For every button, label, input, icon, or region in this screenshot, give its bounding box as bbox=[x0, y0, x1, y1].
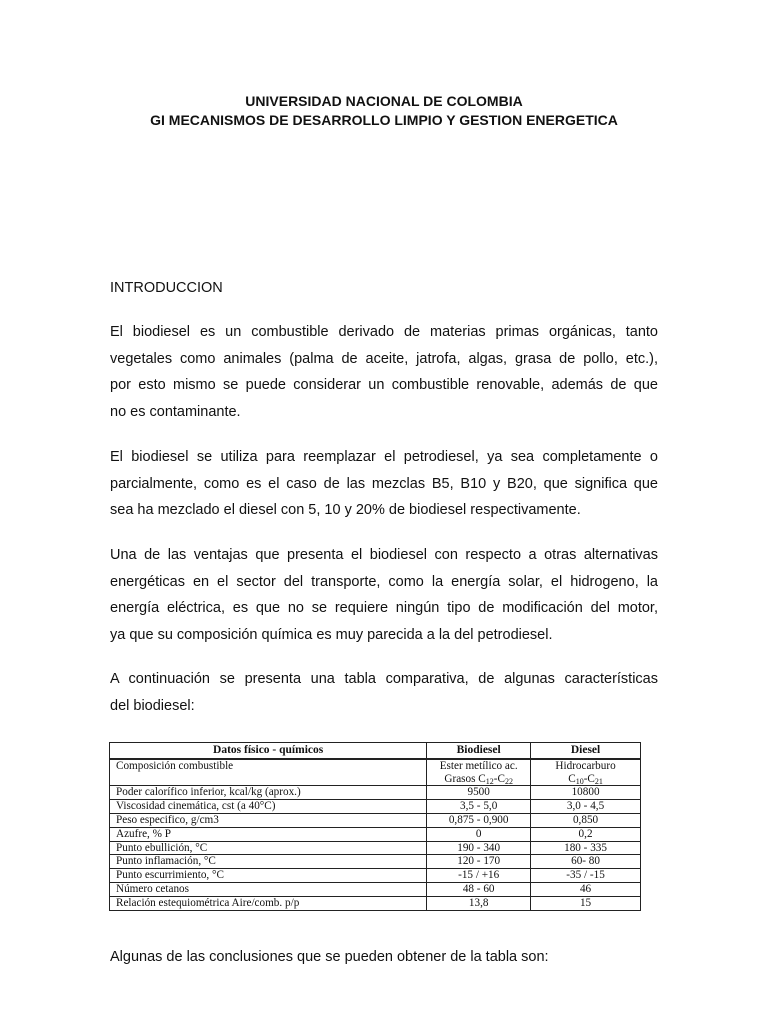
table-row bbox=[110, 813, 641, 827]
formula-text: -C bbox=[493, 772, 505, 785]
formula-text: -C bbox=[583, 772, 595, 785]
row-label: Punto ebullición, °C bbox=[110, 841, 427, 855]
text-line: energía eléctrica, es que no se requiere ningún tipo de modificación del motor, bbox=[110, 600, 658, 616]
text-line: El biodiesel es un combustible derivado de materias primas orgánicas, tanto bbox=[110, 324, 658, 340]
biodiesel-value: 3,5 - 5,0 bbox=[427, 800, 531, 814]
biodiesel-value: 190 - 340 bbox=[427, 841, 531, 855]
row-label: Peso especifico, g/cm3 bbox=[110, 813, 427, 827]
column-header-biodiesel: Biodiesel bbox=[427, 743, 531, 759]
row-label: Azufre, % P bbox=[110, 827, 427, 841]
text-line: Una de las ventajas que presenta el biodiesel con respecto a otras alternativas bbox=[110, 547, 658, 563]
table-row bbox=[110, 896, 641, 910]
diesel-value: 0,2 bbox=[531, 827, 641, 841]
text-line: A continuación se presenta una tabla comparativa, de algunas características bbox=[110, 671, 658, 687]
formula-subscript: 21 bbox=[594, 776, 603, 786]
formula-subscript: 22 bbox=[504, 776, 513, 786]
biodiesel-value: -15 / +16 bbox=[427, 869, 531, 883]
row-label: Composición combustible bbox=[110, 759, 427, 786]
formula-subscript: 12 bbox=[485, 776, 494, 786]
text-line: parcialmente, como es el caso de las mezclas B5, B10 y B20, que significa que bbox=[110, 475, 658, 492]
row-label: Punto escurrimiento, °C bbox=[110, 869, 427, 883]
diesel-composition bbox=[531, 759, 641, 786]
text-line: por esto mismo se puede considerar un combustible renovable, además de que bbox=[110, 377, 658, 393]
table-row bbox=[110, 800, 641, 814]
table-row bbox=[110, 827, 641, 841]
properties-table bbox=[109, 742, 641, 911]
text-line: no es contaminante. bbox=[110, 403, 241, 420]
composition-line: Ester metílico ac. bbox=[439, 759, 518, 772]
diesel-value: 60- 80 bbox=[531, 855, 641, 869]
diesel-value: 15 bbox=[531, 896, 641, 910]
composition-line: Hidrocarburo bbox=[555, 759, 616, 772]
diesel-value: 10800 bbox=[531, 786, 641, 800]
diesel-value: 0,850 bbox=[531, 813, 641, 827]
formula-text: C bbox=[568, 772, 576, 785]
biodiesel-value: 9500 bbox=[427, 786, 531, 800]
text-line: El biodiesel se utiliza para reemplazar el petrodiesel, ya sea completamente o bbox=[110, 449, 658, 465]
research-group-name: GI MECANISMOS DE DESARROLLO LIMPIO Y GESTION ENERGETICA bbox=[150, 112, 618, 128]
text-line: sea ha mezclado el diesel con 5, 10 y 20% de biodiesel respectivamente. bbox=[110, 502, 581, 518]
table-header-row bbox=[110, 743, 641, 759]
text-line: ya que su composición química es muy parecida a la del petrodiesel. bbox=[110, 626, 553, 643]
paragraph-conclusions bbox=[110, 944, 658, 971]
table-row bbox=[110, 882, 641, 896]
biodiesel-composition bbox=[427, 759, 531, 786]
column-header-diesel: Diesel bbox=[531, 743, 641, 759]
diesel-value: 180 - 335 bbox=[531, 841, 641, 855]
paragraph-advantages bbox=[110, 542, 658, 648]
biodiesel-value: 48 - 60 bbox=[427, 882, 531, 896]
row-label: Viscosidad cinemática, cst (a 40°C) bbox=[110, 800, 427, 814]
row-label: Poder calorífico inferior, kcal/kg (aprox.) bbox=[110, 786, 427, 800]
table-row bbox=[110, 841, 641, 855]
text-line: del biodiesel: bbox=[110, 697, 195, 714]
section-title: INTRODUCCION bbox=[110, 280, 223, 296]
row-label: Relación estequiométrica Aire/comb. p/p bbox=[110, 896, 427, 910]
biodiesel-value: 13,8 bbox=[427, 896, 531, 910]
composition-formula bbox=[537, 773, 634, 786]
diesel-value: -35 / -15 bbox=[531, 869, 641, 883]
paragraph-intro bbox=[110, 319, 658, 425]
column-header-properties: Datos físico - químicos bbox=[110, 743, 427, 759]
diesel-value: 3,0 - 4,5 bbox=[531, 800, 641, 814]
formula-subscript: 10 bbox=[575, 776, 584, 786]
table-row bbox=[110, 855, 641, 869]
paragraph-usage bbox=[110, 444, 658, 524]
biodiesel-value: 0 bbox=[427, 827, 531, 841]
biodiesel-value: 120 - 170 bbox=[427, 855, 531, 869]
text-line: energéticas en el sector del transporte, como la energía solar, el hidrogeno, la bbox=[110, 573, 658, 590]
formula-text: Grasos C bbox=[444, 772, 486, 785]
text-line: vegetales como animales (palma de aceite, jatrofa, algas, grasa de pollo, etc.), bbox=[110, 350, 658, 367]
composition-formula bbox=[433, 773, 524, 786]
university-name: UNIVERSIDAD NACIONAL DE COLOMBIA bbox=[245, 93, 523, 109]
table-row bbox=[110, 869, 641, 883]
biodiesel-value: 0,875 - 0,900 bbox=[427, 813, 531, 827]
row-label: Punto inflamación, °C bbox=[110, 855, 427, 869]
table-row-composition bbox=[110, 759, 641, 786]
paragraph-table-intro bbox=[110, 666, 658, 719]
table-row bbox=[110, 786, 641, 800]
diesel-value: 46 bbox=[531, 882, 641, 896]
text-line: Algunas de las conclusiones que se pueden obtener de la tabla son: bbox=[110, 949, 549, 965]
document-header bbox=[0, 92, 768, 130]
row-label: Número cetanos bbox=[110, 882, 427, 896]
